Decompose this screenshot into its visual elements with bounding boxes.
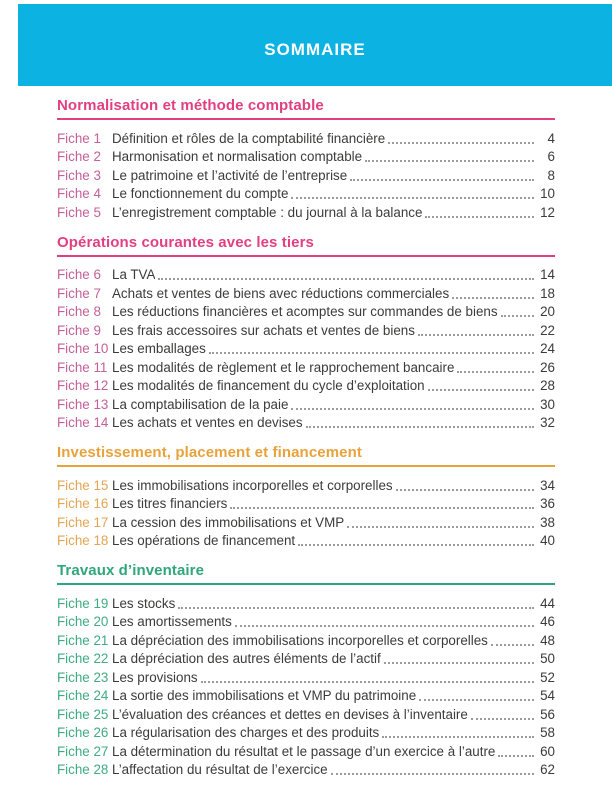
fiche-label: Fiche 2 (57, 149, 101, 164)
fiche-label: Fiche 22 (57, 651, 109, 666)
toc-entry (57, 494, 555, 513)
dot-leader (388, 142, 534, 144)
page-number: 14 (540, 267, 555, 282)
page-number: 10 (540, 186, 555, 201)
toc-entry (57, 593, 555, 612)
toc-entry (57, 667, 555, 686)
page-number: 50 (540, 651, 555, 666)
entry-title: Les stocks (112, 595, 176, 611)
page-number: 24 (540, 341, 555, 356)
dot-leader (498, 755, 534, 757)
toc-entry (57, 128, 555, 147)
page-number: 28 (540, 378, 555, 393)
toc-entry (57, 475, 555, 494)
fiche-label: Fiche 17 (57, 514, 109, 530)
page-title: SOMMAIRE (264, 40, 366, 59)
page-number: 62 (540, 762, 555, 777)
dot-leader (201, 681, 534, 683)
fiche-label: Fiche 14 (57, 415, 109, 430)
toc-entry (57, 165, 555, 184)
section-heading: Travaux d’inventaire (57, 562, 555, 585)
entry-title: La cession des immobilisations et VMP (112, 514, 345, 530)
toc-entry (57, 723, 555, 742)
dot-leader (306, 426, 534, 428)
fiche-label: Fiche 28 (57, 762, 109, 777)
page-number: 32 (540, 415, 555, 430)
dot-leader (291, 197, 534, 199)
entry-title: Les titres financiers (112, 496, 228, 511)
fiche-label: Fiche 12 (57, 378, 109, 393)
fiche-label: Fiche 27 (57, 743, 109, 759)
entry-title: Les emballages (112, 341, 206, 356)
page-number: 56 (540, 706, 555, 722)
entry-title: La détermination du résultat et le passage d’un exercice à l’autre (112, 743, 496, 759)
fiche-label: Fiche 10 (57, 341, 109, 356)
fiche-label: Fiche 11 (57, 359, 108, 375)
dot-leader (235, 625, 534, 627)
toc-section (57, 444, 555, 549)
toc-entry (57, 760, 555, 779)
entry-title: Les modalités de règlement et le rapprochement bancaire (112, 359, 455, 375)
dot-leader (178, 607, 534, 609)
dot-leader (501, 315, 534, 317)
dot-leader (491, 644, 534, 646)
dot-leader (291, 408, 534, 410)
toc-section (57, 234, 555, 432)
entry-title: La régularisation des charges et des produits (112, 725, 380, 740)
dot-leader (471, 718, 534, 720)
sommaire-page (0, 4, 612, 804)
page-number: 12 (540, 204, 555, 220)
entry-title: Harmonisation et normalisation comptable (112, 149, 363, 164)
fiche-label: Fiche 20 (57, 614, 109, 629)
page-number: 34 (540, 477, 555, 493)
entry-title: Les modalités de financement du cycle d’exploitation (112, 378, 425, 393)
fiche-label: Fiche 21 (57, 632, 109, 648)
entry-title: Les achats et ventes en devises (112, 415, 303, 430)
entry-title: La dépréciation des autres éléments de l’actif (112, 651, 381, 666)
table-of-contents (0, 86, 612, 778)
fiche-label: Fiche 16 (57, 496, 109, 511)
entry-title: L’affectation du résultat de l’exercice (112, 762, 328, 777)
fiche-label: Fiche 25 (57, 706, 109, 722)
entry-title: Le patrimoine et l’activité de l’entreprise (112, 167, 348, 183)
page-number: 48 (540, 632, 555, 648)
entry-title: La dépréciation des immobilisations incorporelles et corporelles (112, 632, 488, 648)
toc-entry (57, 686, 555, 705)
section-heading: Opérations courantes avec les tiers (57, 234, 555, 257)
entry-title: La comptabilisation de la paie (112, 396, 289, 412)
dot-leader (365, 160, 534, 162)
dot-leader (419, 699, 534, 701)
toc-entry (57, 265, 555, 284)
entry-title: Les frais accessoires sur achats et ventes de biens (112, 322, 415, 338)
dot-leader (457, 371, 534, 373)
toc-entry (57, 283, 555, 302)
fiche-label: Fiche 6 (57, 267, 101, 282)
entry-title: Définition et rôles de la comptabilité financière (112, 130, 386, 146)
page-number: 54 (540, 688, 555, 703)
fiche-label: Fiche 24 (57, 688, 109, 703)
fiche-label: Fiche 5 (57, 204, 101, 220)
fiche-label: Fiche 3 (57, 167, 101, 183)
fiche-label: Fiche 23 (57, 669, 109, 685)
entry-title: Achats et ventes de biens avec réductions commerciales (112, 285, 450, 301)
toc-section (57, 97, 555, 221)
sommaire-banner (18, 4, 612, 86)
page-number: 20 (540, 304, 555, 319)
fiche-label: Fiche 8 (57, 304, 101, 319)
toc-entry (57, 512, 555, 531)
fiche-label: Fiche 4 (57, 186, 101, 201)
toc-entry (57, 339, 555, 358)
fiche-label: Fiche 18 (57, 533, 109, 548)
entry-title: Les réductions financières et acomptes sur commandes de biens (112, 304, 498, 319)
toc-entry (57, 413, 555, 432)
entry-title: L’évaluation des créances et dettes en devises à l’inventaire (112, 706, 468, 722)
toc-entry (57, 202, 555, 221)
dot-leader (396, 489, 534, 491)
dot-leader (158, 278, 534, 280)
page-number: 40 (540, 533, 555, 548)
toc-entry (57, 184, 555, 203)
toc-entry (57, 741, 555, 760)
page-number: 52 (540, 669, 555, 685)
fiche-label: Fiche 9 (57, 322, 101, 338)
section-heading: Investissement, placement et financement (57, 444, 555, 467)
page-number: 26 (540, 359, 555, 375)
page-number: 60 (540, 743, 555, 759)
section-heading: Normalisation et méthode comptable (57, 97, 555, 120)
toc-entry (57, 357, 555, 376)
fiche-label: Fiche 26 (57, 725, 109, 740)
toc-entry (57, 302, 555, 321)
entry-title: Les opérations de financement (112, 533, 296, 548)
page-number: 18 (540, 285, 555, 301)
entry-title: Les amortissements (112, 614, 232, 629)
toc-entry (57, 320, 555, 339)
page-number: 30 (540, 396, 555, 412)
dot-leader (298, 544, 534, 546)
dot-leader (382, 736, 534, 738)
dot-leader (230, 507, 534, 509)
page-number: 38 (540, 514, 555, 530)
entry-title: L’enregistrement comptable : du journal à la balance (112, 204, 423, 220)
page-number: 44 (540, 595, 555, 611)
page-number: 4 (547, 130, 555, 146)
dot-leader (425, 216, 534, 218)
page-number: 6 (547, 149, 555, 164)
toc-entry (57, 376, 555, 395)
fiche-label: Fiche 13 (57, 396, 109, 412)
dot-leader (350, 179, 534, 181)
page-number: 22 (540, 322, 555, 338)
entry-title: La TVA (112, 267, 156, 282)
page-number: 46 (540, 614, 555, 629)
toc-entry (57, 394, 555, 413)
dot-leader (452, 297, 534, 299)
page-number: 58 (540, 725, 555, 740)
toc-entry (57, 147, 555, 166)
dot-leader (428, 389, 534, 391)
entry-title: Le fonctionnement du compte (112, 186, 289, 201)
toc-entry (57, 612, 555, 631)
entry-title: Les immobilisations incorporelles et corporelles (112, 477, 393, 493)
fiche-label: Fiche 15 (57, 477, 109, 493)
toc-entry (57, 630, 555, 649)
fiche-label: Fiche 19 (57, 595, 109, 611)
fiche-label: Fiche 7 (57, 285, 101, 301)
entry-title: La sortie des immobilisations et VMP du patrimoine (112, 688, 417, 703)
page-number: 8 (547, 167, 555, 183)
entry-title: Les provisions (112, 669, 198, 685)
toc-entry (57, 704, 555, 723)
dot-leader (331, 773, 534, 775)
toc-entry (57, 531, 555, 550)
dot-leader (384, 662, 534, 664)
dot-leader (347, 526, 534, 528)
toc-entry (57, 649, 555, 668)
page-number: 36 (540, 496, 555, 511)
fiche-label: Fiche 1 (57, 130, 101, 146)
dot-leader (418, 334, 534, 336)
toc-section (57, 562, 555, 778)
dot-leader (209, 352, 534, 354)
